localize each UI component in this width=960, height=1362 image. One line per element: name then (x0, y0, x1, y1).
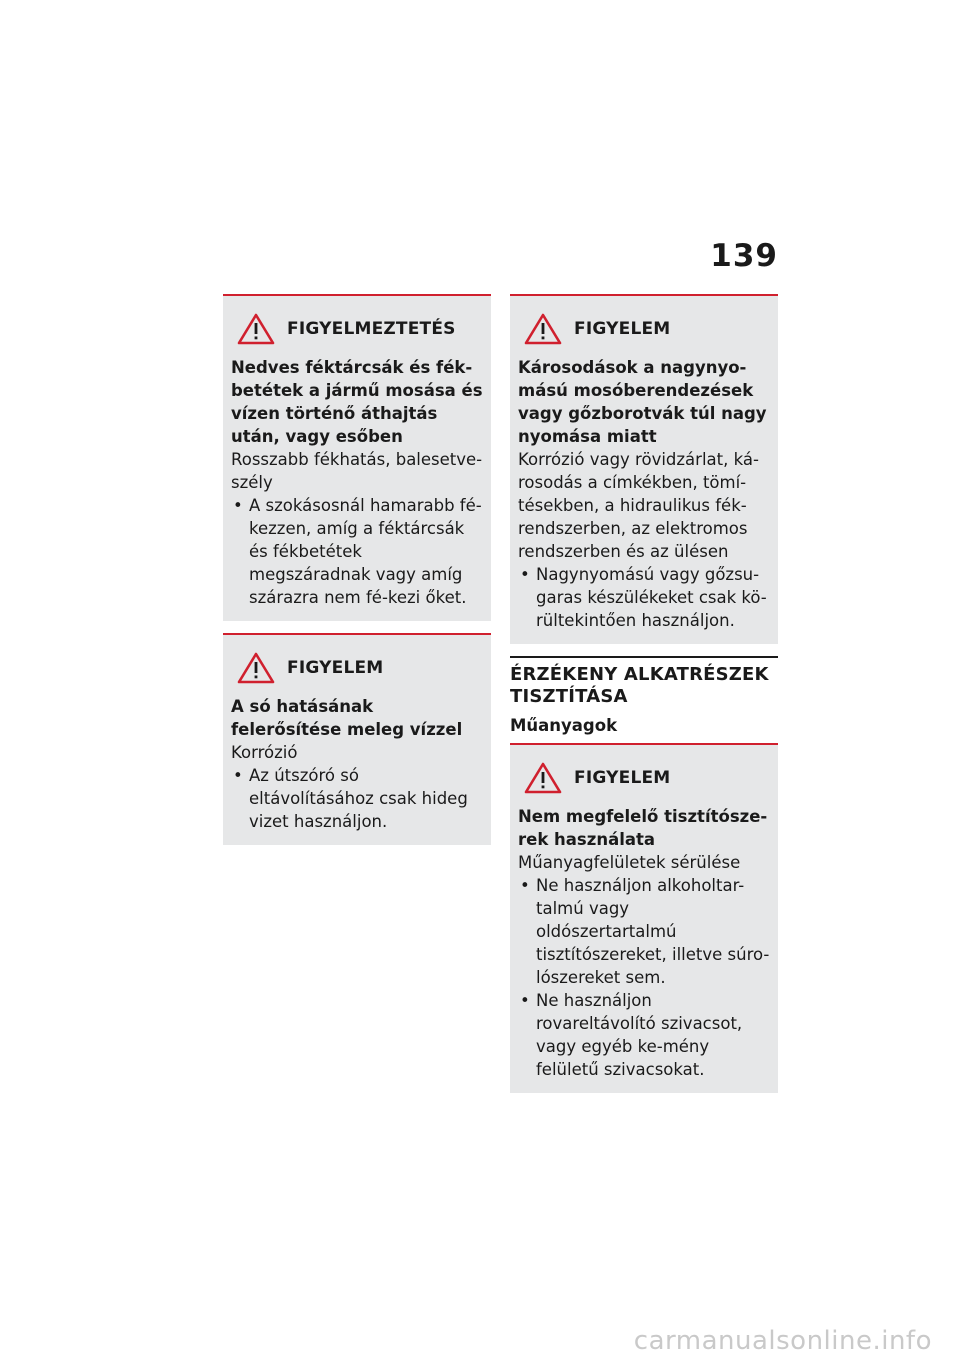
box-consequence: Korrózió (231, 743, 298, 762)
box-header (237, 312, 483, 346)
section-title: ÉRZÉKENY ALKATRÉSZEK TISZTÍTÁSA (510, 664, 769, 707)
measures-list (231, 764, 483, 833)
warning-triangle-icon (524, 761, 562, 795)
box-subject: A só hatásának felerősítése meleg vízzel (231, 697, 463, 739)
box-title: FIGYELEM (574, 319, 671, 339)
box-header (237, 651, 483, 685)
warning-box-wet-brakes (223, 294, 491, 621)
subsection-title: Műanyagok (510, 716, 618, 735)
box-subject: Nedves féktárcsák és fék-betétek a jármű mosása és vízen történő áthajtás után, vagy esőben (231, 358, 483, 446)
measure-item: • A szokásosnál hamarabb fé-kezzen, amíg a féktárcsák és fékbetétek megszáradnak vagy amíg szárazra nem fé-kezi őket. (231, 494, 483, 609)
page-number: 139 (710, 238, 778, 274)
right-column (510, 294, 778, 1105)
measures-list (518, 563, 770, 632)
caution-box-cleaning-agents (510, 743, 778, 1093)
left-column (223, 294, 491, 857)
watermark: carmanualsonline.info (633, 1326, 932, 1356)
warning-triangle-icon (237, 651, 275, 685)
box-title: FIGYELEM (574, 768, 671, 788)
box-subject: Nem megfelelő tisztítósze-rek használata (518, 807, 768, 849)
box-title: FIGYELMEZTETÉS (287, 319, 456, 339)
measure-item: • Az útszóró só eltávolításához csak hideg vizet használjon. (231, 764, 483, 833)
measures-list (518, 874, 770, 1081)
caution-box-pressure-washer (510, 294, 778, 644)
box-subject: Károsodások a nagynyo-mású mosóberendezések vagy gőzborotvák túl nagy nyomása miatt (518, 358, 767, 446)
box-header (524, 761, 770, 795)
measure-item: • Nagynyomású vagy gőzsu-garas készülékeket csak kö-rültekintően használjon. (518, 563, 770, 632)
warning-triangle-icon (524, 312, 562, 346)
section-sensitive-parts (510, 656, 778, 735)
caution-box-salt (223, 633, 491, 845)
box-title: FIGYELEM (287, 658, 384, 678)
measure-item: • Ne használjon alkoholtar-talmú vagy oldószertartalmú tisztítószereket, illetve súro-lószereket sem. (518, 874, 770, 989)
measures-list (231, 494, 483, 609)
warning-triangle-icon (237, 312, 275, 346)
measure-item: • Ne használjon rovareltávolító szivacsot, vagy egyéb ke-mény felületű szivacsokat. (518, 989, 770, 1081)
box-consequence: Korrózió vagy rövidzárlat, ká-rosodás a címkékben, tömí-tésekben, a hidraulikus fék-rendszerben, az elektromos rendszerben és az ülésen (518, 450, 759, 561)
box-header (524, 312, 770, 346)
box-consequence: Műanyagfelületek sérülése (518, 853, 741, 872)
box-consequence: Rosszabb fékhatás, balesetve-szély (231, 450, 483, 492)
